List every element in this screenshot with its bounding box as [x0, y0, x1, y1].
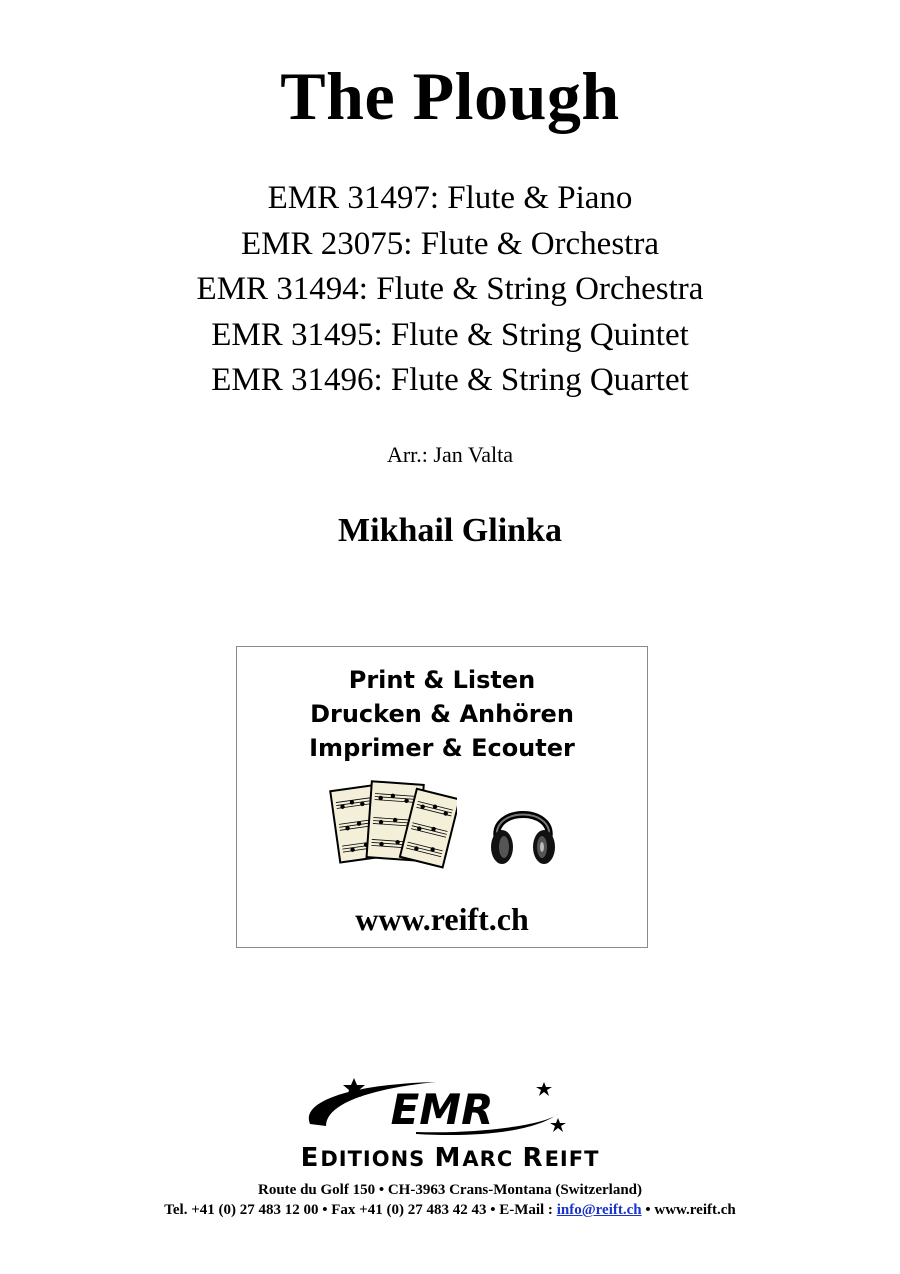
logo-text: EMR: [390, 1085, 494, 1134]
promo-line-english: Print & Listen: [348, 666, 536, 694]
promo-url[interactable]: www.reift.ch: [355, 901, 529, 937]
promo-line-german: Drucken & Anhören: [310, 700, 574, 728]
headphones-icon: [487, 793, 559, 869]
print-listen-box: [236, 646, 648, 948]
emr-logo-icon: [296, 1074, 576, 1138]
promo-text: [237, 663, 647, 765]
publisher-initial: R: [522, 1143, 545, 1173]
edition-item: EMR 31494: Flute & String Orchestra: [196, 271, 704, 307]
publisher-word: DITIONS: [320, 1147, 426, 1171]
promo-icons: [237, 777, 647, 877]
email-link[interactable]: info@reift.ch: [556, 1202, 642, 1218]
composer-name: Mikhail Glinka: [338, 512, 562, 549]
promo-line-french: Imprimer & Ecouter: [309, 734, 575, 762]
edition-item: EMR 31495: Flute & String Quintet: [211, 316, 689, 353]
edition-item: EMR 31497: Flute & Piano: [267, 180, 633, 216]
arranger-credit: Arr.: Jan Valta: [386, 442, 514, 467]
page-title: The Plough: [280, 58, 620, 134]
edition-item: EMR 31496: Flute & String Quartet: [211, 362, 689, 398]
publisher-contact: [0, 1200, 900, 1220]
contact-phone-fax: Tel. +41 (0) 27 483 12 00 • Fax +41 (0) 27 483 42 43 • E-Mail :: [164, 1202, 557, 1218]
publisher-address: Route du Golf 150 • CH-3963 Crans-Montana (Switzerland): [258, 1182, 642, 1198]
edition-item: EMR 23075: Flute & Orchestra: [241, 225, 659, 262]
publisher-word: ARC: [462, 1147, 514, 1171]
publisher-name: [0, 1142, 900, 1175]
sheet-music-icon: [329, 777, 457, 871]
contact-website: • www.reift.ch: [641, 1202, 736, 1218]
publisher-initial: E: [300, 1143, 321, 1173]
publisher-word: EIFT: [544, 1147, 600, 1171]
publisher-initial: M: [434, 1143, 463, 1173]
edition-list: [0, 176, 900, 404]
